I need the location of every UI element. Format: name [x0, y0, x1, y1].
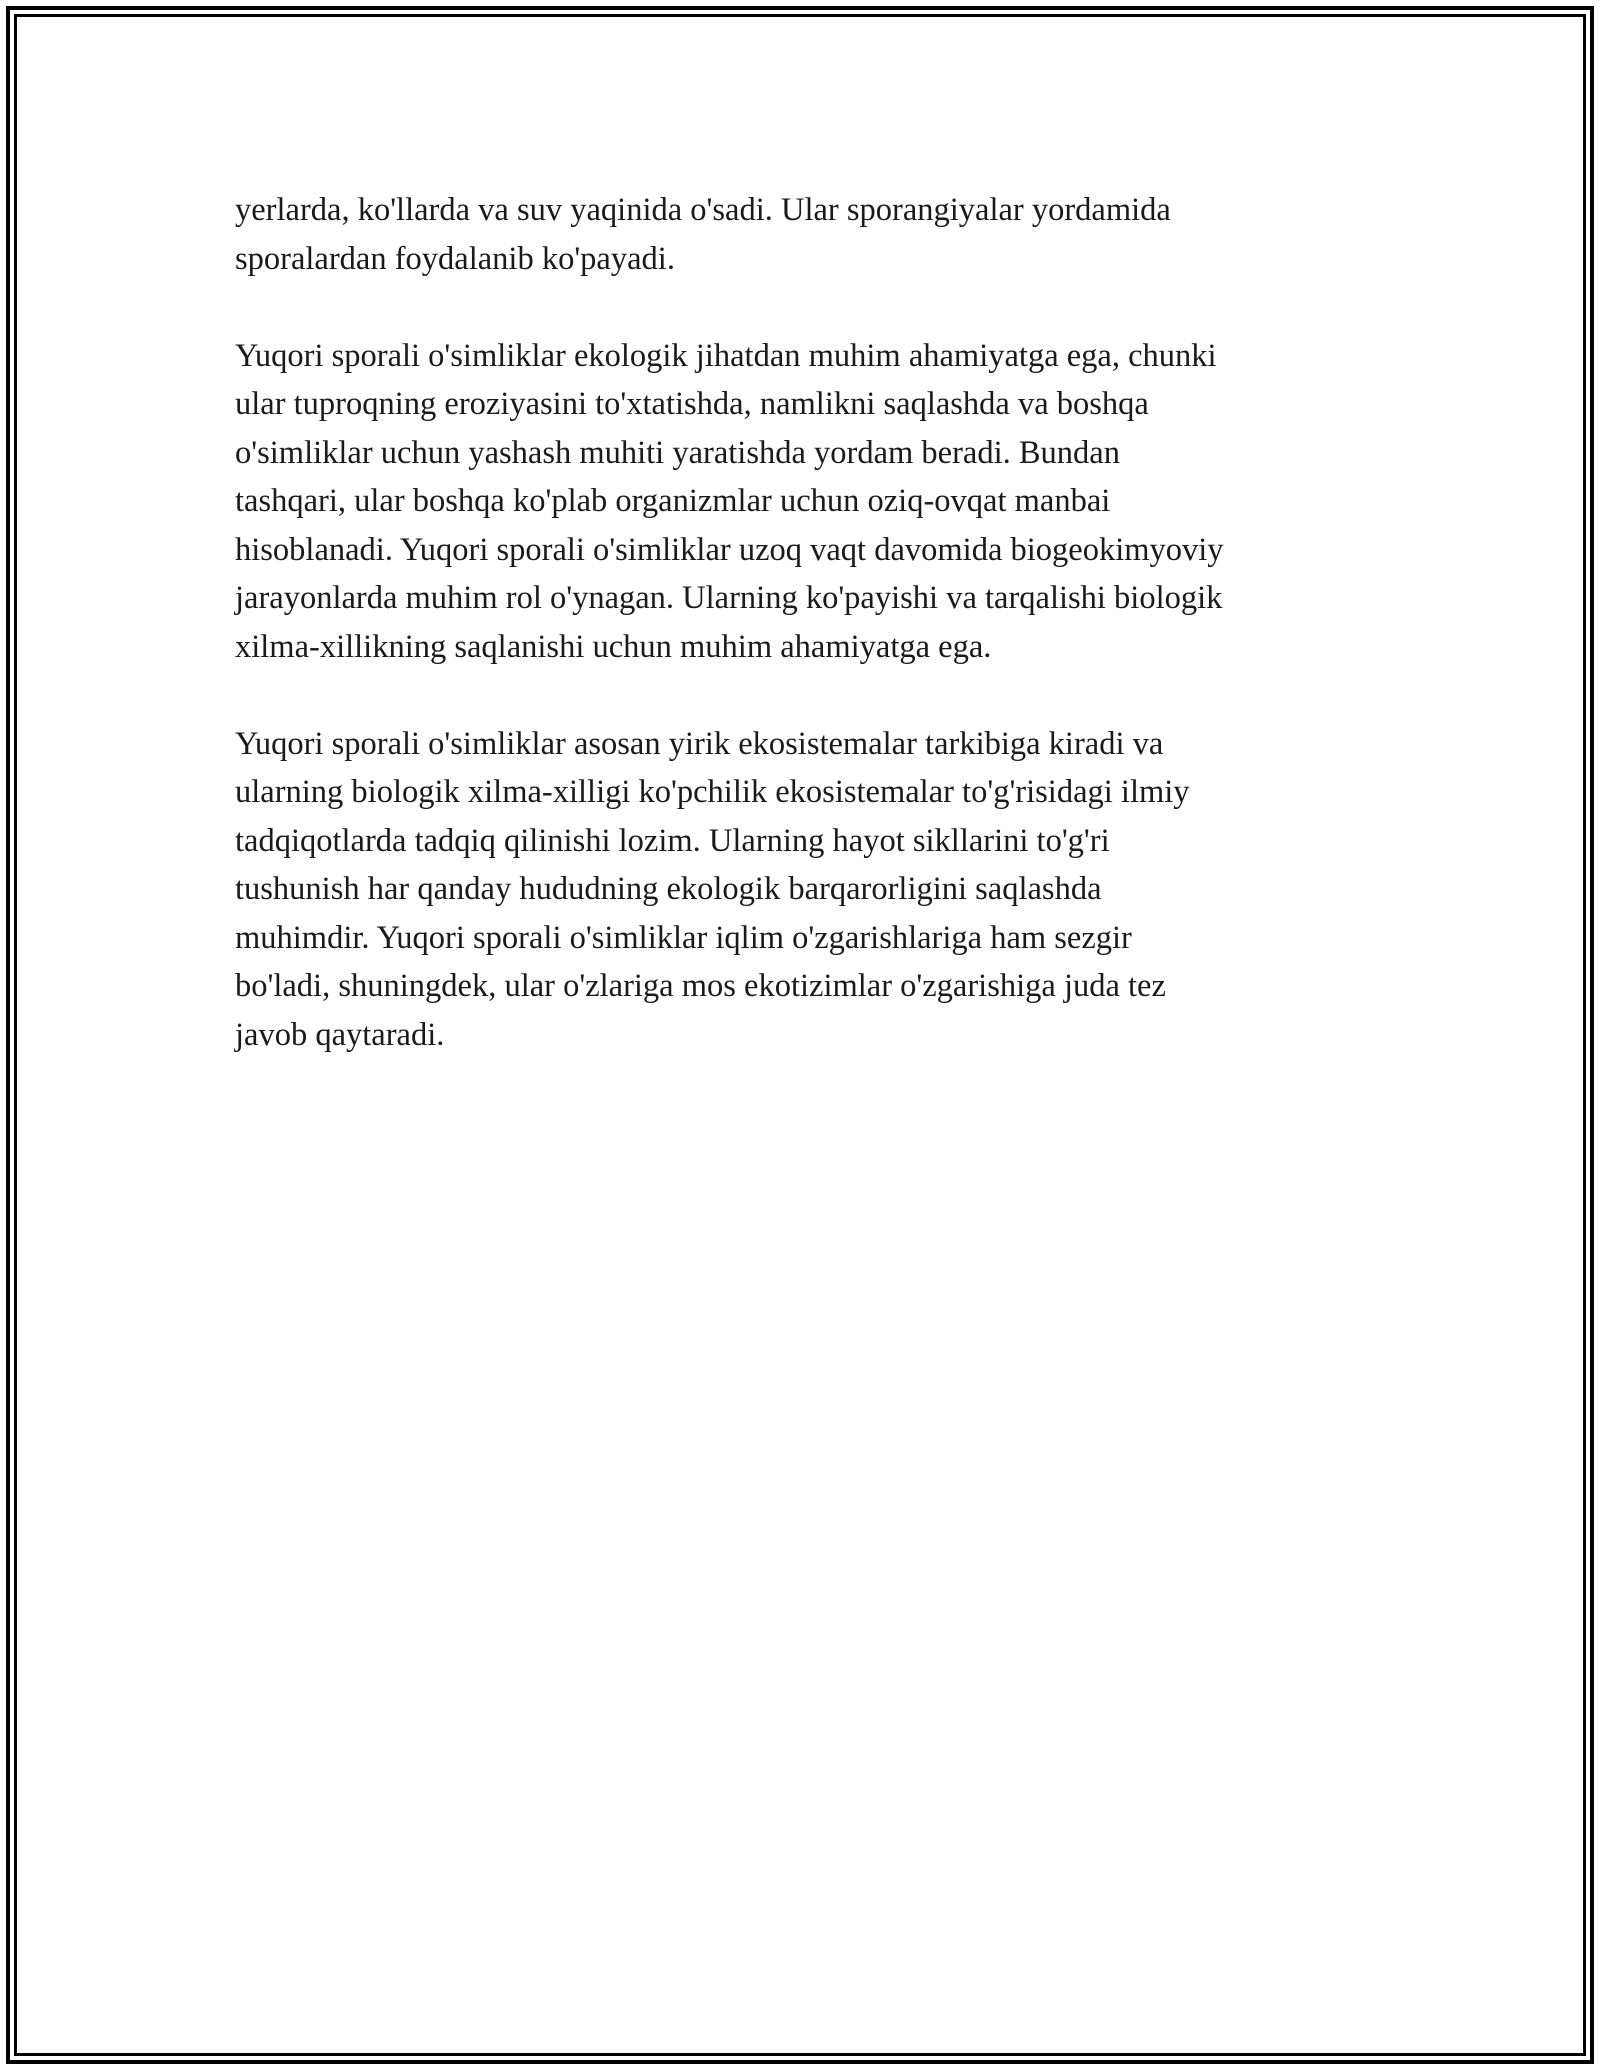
paragraph-3: Yuqori sporali o'simliklar asosan yirik ekosistemalar tarkibiga kiradi va ularning biologik xilma-xilligi ko'pchilik ekosistemalar to'g'risidagi ilmiy tadqiqotlarda tadqiq qilinishi lozim. Ularning hayot sikllarini to'g'ri tushunish har qanday hududning ekologik barqarorligini saqlashda muhimdir. Yuqori sporali o'simliklar iqlim o'zgarishlariga ham sezgir bo'ladi, shuningdek, ular o'zlariga mos ekotizimlar o'zgarishiga juda tez javob qaytaradi.: [235, 725, 1190, 1053]
paragraph-1: yerlarda, ko'llarda va suv yaqinida o'sadi. Ular sporangiyalar yordamida sporalardan foydalanib ko'payadi.: [235, 192, 1171, 277]
paragraph-2: Yuqori sporali o'simliklar ekologik jihatdan muhim ahamiyatga ega, chunki ular tuproqning eroziyasini to'xtatishda, namlikni saqlashda va boshqa o'simliklar uchun yashash muhiti yaratishda yordam beradi. Bundan tashqari, ular boshqa ko'plab organizmlar uchun oziq-ovqat manbai hisoblanadi. Yuqori sporali o'simliklar uzoq vaqt davomida biogeokimyoviy jarayonlarda muhim rol o'ynagan. Ularning ko'payishi va tarqalishi biologik xilma-xillikning saqlanishi uchun muhim ahamiyatga ega.: [235, 337, 1224, 665]
page-body: [235, 186, 1375, 1108]
